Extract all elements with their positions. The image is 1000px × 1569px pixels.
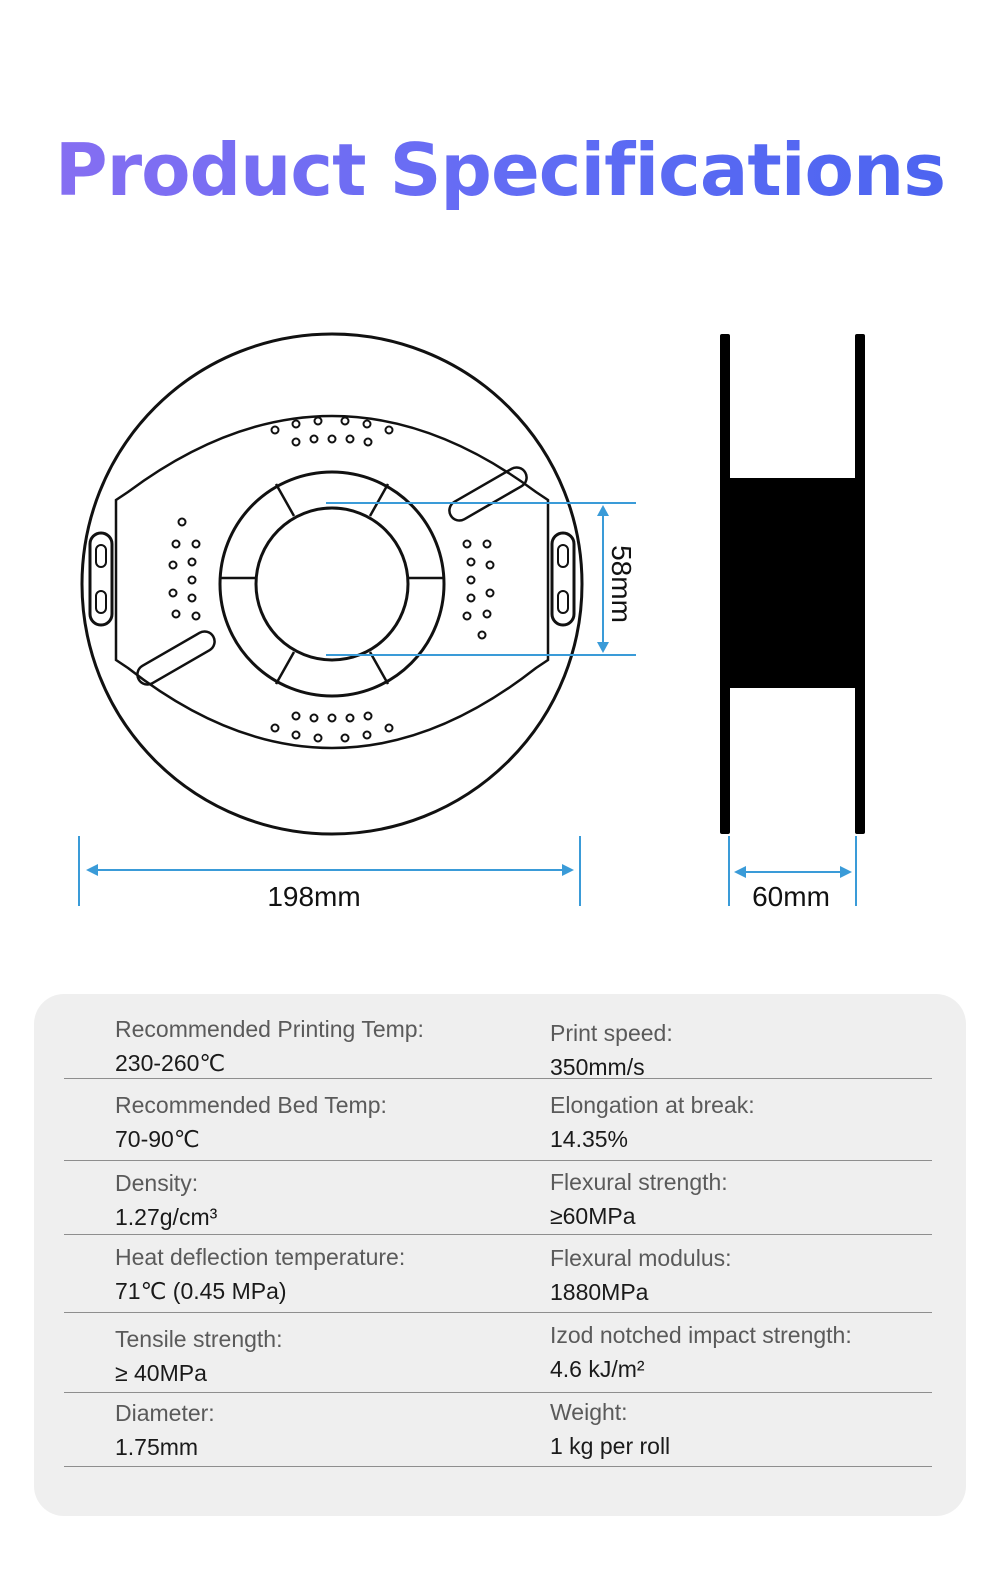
spec-row xyxy=(64,1314,932,1393)
spec-value: 1880MPa xyxy=(550,1279,649,1305)
spec-item xyxy=(550,1090,755,1154)
spec-label: Flexural strength: xyxy=(550,1169,728,1195)
spec-label: Tensile strength: xyxy=(115,1326,283,1352)
spec-item xyxy=(550,1018,673,1082)
spec-row xyxy=(64,1014,932,1079)
spec-label: Elongation at break: xyxy=(550,1092,755,1118)
spec-value: 350mm/s xyxy=(550,1054,645,1080)
spec-item xyxy=(115,1014,424,1078)
spec-label: Diameter: xyxy=(115,1400,215,1426)
spec-card xyxy=(34,994,966,1516)
spec-label: Weight: xyxy=(550,1399,628,1425)
spec-value: 14.35% xyxy=(550,1126,629,1152)
spec-value: 1.27g/cm³ xyxy=(115,1204,218,1230)
spec-item xyxy=(115,1090,387,1154)
spec-row xyxy=(64,1162,932,1235)
spec-item xyxy=(115,1324,282,1388)
spec-label: Density: xyxy=(115,1170,199,1196)
depth-dimension-label: 60mm xyxy=(752,881,830,912)
spec-item xyxy=(550,1397,670,1461)
spec-label: Heat deflection temperature: xyxy=(115,1244,406,1270)
spec-label: Flexural modulus: xyxy=(550,1245,732,1271)
width-dimension-label: 198mm xyxy=(267,881,361,912)
spec-value: 230-260℃ xyxy=(115,1050,226,1076)
spec-label: Print speed: xyxy=(550,1020,673,1046)
spec-value: ≥ 40MPa xyxy=(115,1360,207,1386)
spool-diagram xyxy=(0,300,1000,920)
spool-front-view xyxy=(82,334,582,834)
spec-value: 1.75mm xyxy=(115,1434,199,1460)
notch-left xyxy=(90,533,112,625)
spec-item xyxy=(550,1243,732,1307)
spec-value: 4.6 kJ/m² xyxy=(550,1356,645,1382)
spec-row xyxy=(64,1080,932,1161)
spec-item xyxy=(550,1167,728,1231)
notch-right xyxy=(552,533,574,625)
spec-row xyxy=(64,1394,932,1467)
spool-side-view xyxy=(720,334,865,834)
spec-value: ≥60MPa xyxy=(550,1203,636,1229)
spec-label: Izod notched impact strength: xyxy=(550,1322,852,1348)
spec-value: 1 kg per roll xyxy=(550,1433,671,1459)
spec-item xyxy=(115,1242,405,1306)
spec-value: 70-90℃ xyxy=(115,1126,200,1152)
spec-label: Recommended Bed Temp: xyxy=(115,1092,387,1118)
spec-item xyxy=(115,1398,215,1462)
spec-label: Recommended Printing Temp: xyxy=(115,1016,424,1042)
spec-item xyxy=(550,1320,852,1384)
page-title: Product Specifications xyxy=(0,128,1000,212)
spec-row xyxy=(64,1236,932,1313)
spec-value: 71℃ (0.45 MPa) xyxy=(115,1278,287,1304)
spec-item xyxy=(115,1168,217,1232)
inner-dimension-label: 58mm xyxy=(606,545,637,623)
